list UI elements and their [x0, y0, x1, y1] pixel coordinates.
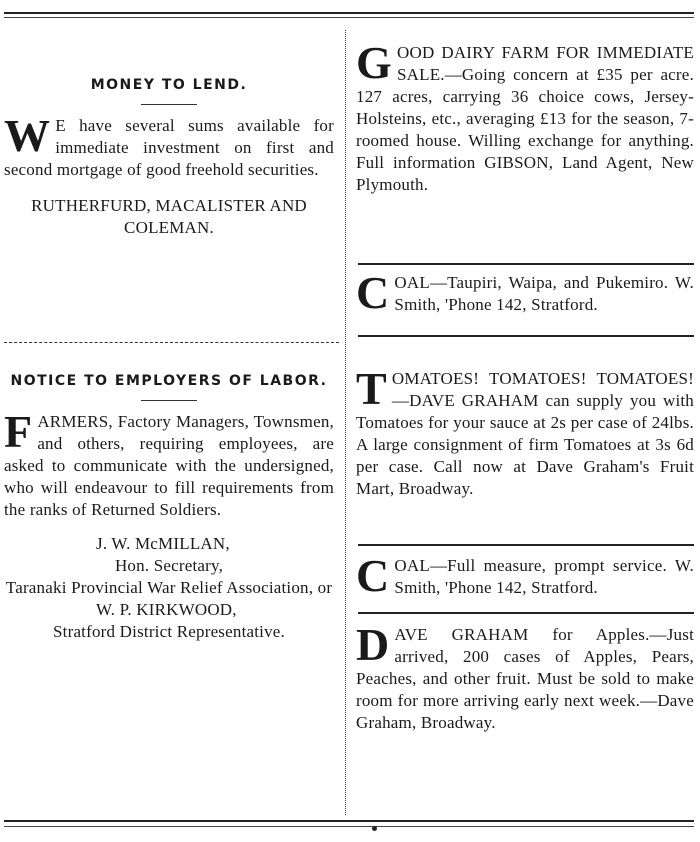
- signature-title-1: Hon. Secretary,: [114, 556, 224, 575]
- money-to-lend-ad: [4, 74, 334, 239]
- right-separator-3: [358, 544, 694, 546]
- ad-body: DAVE GRAHAM for Apples.—Just arrived, 200 cases of Apples, Pears, Peaches, and other fruit. Must be sold to make room for more arriving early next week.—Dave Graham, Broadway.: [356, 619, 694, 732]
- coal-ad-1: [356, 267, 694, 318]
- ad-body: GOOD DAIRY FARM FOR IMMEDIATE SALE.—Going concern at £35 per acre. 127 acres, carrying 36 choice cows, Jersey-Holsteins, etc., averaging £13 for the season, 7-roomed house. Willing exchange for anything. Full information GIBSON, Land Agent, New Plymouth.: [356, 37, 694, 194]
- apples-ad: [356, 619, 694, 734]
- drop-cap: W: [4, 110, 51, 161]
- ad-heading: NOTICE TO EMPLOYERS OF LABOR.: [10, 373, 328, 389]
- ad-body: TOMATOES! TOMATOES! TOMATOES!—DAVE GRAHAM can supply you with Tomatoes for your sauce at 2s per case of 24lbs. A large consignment of firm Tomatoes at 3s 6d per case. Call now at Dave Graham's Fruit Mart, Broadway.: [356, 363, 694, 498]
- drop-cap: F: [4, 406, 33, 457]
- right-separator-2: [358, 335, 694, 337]
- ad-body: COAL—Taupiri, Waipa, and Pukemiro. W. Smith, 'Phone 142, Stratford.: [356, 267, 694, 318]
- signature-title-2: Stratford District Representative.: [53, 622, 285, 641]
- drop-cap: G: [356, 37, 392, 88]
- ad-body: FARMERS, Factory Managers, Townsmen, and others, requiring employees, are asked to communicate with the undersigned, who will endeavour to fill requirements from the ranks of Returned Soldiers.: [4, 406, 334, 519]
- heading-rule: [141, 104, 197, 105]
- drop-cap: D: [356, 619, 390, 670]
- tomatoes-ad: [356, 363, 694, 500]
- ink-dot: [372, 826, 377, 831]
- bottom-rule-thin: [4, 826, 694, 827]
- signature-org-1: Taranaki Provincial War Relief Association, or: [5, 578, 333, 597]
- bottom-rule: [4, 820, 694, 822]
- ad-body: W E have several sums available for immediate investment on first and second mortgage of good freehold securities.: [4, 110, 334, 179]
- right-separator-4: [358, 612, 694, 614]
- notice-to-employers-ad: [4, 370, 334, 643]
- column-divider: [345, 30, 346, 815]
- top-rule: [4, 12, 694, 14]
- ad-signature: RUTHERFURD, MACALISTER AND COLEMAN.: [31, 196, 307, 237]
- drop-cap: T: [356, 363, 387, 414]
- left-separator: [4, 342, 339, 343]
- drop-cap: C: [356, 267, 390, 318]
- drop-cap: C: [356, 550, 390, 601]
- dairy-farm-ad: [356, 37, 694, 196]
- ad-body: COAL—Full measure, prompt service. W. Smith, 'Phone 142, Stratford.: [356, 550, 694, 601]
- top-rule-thin: [4, 17, 694, 18]
- signature-name-1: J. W. McMILLAN,: [96, 534, 230, 553]
- signature-name-2: W. P. KIRKWOOD,: [96, 600, 237, 619]
- heading-rule: [141, 400, 197, 401]
- coal-ad-2: [356, 550, 694, 601]
- ad-heading: MONEY TO LEND.: [90, 77, 248, 93]
- right-separator-1: [358, 263, 694, 265]
